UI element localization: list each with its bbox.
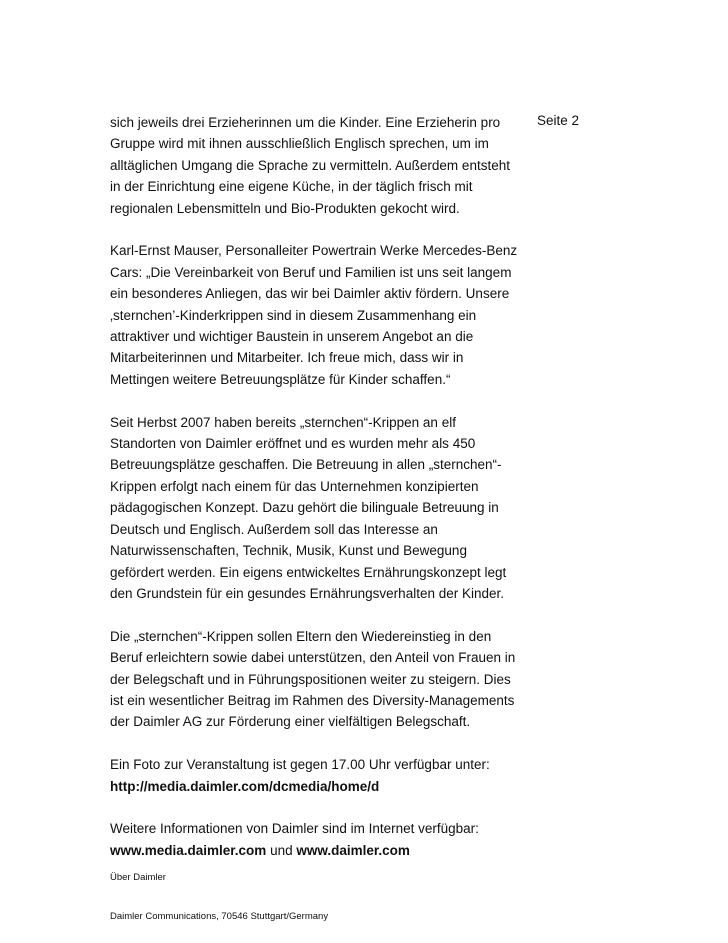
text-line: pädagogischen Konzept. Dazu gehört die bilinguale Betreuung in <box>110 500 499 516</box>
link-connector: und <box>266 842 297 858</box>
text-line: ‚sternchen’-Kinderkrippen sind in diesem Zusammenhang ein <box>110 307 477 323</box>
body-paragraph <box>110 412 515 605</box>
more-info-paragraph <box>110 818 515 861</box>
footer-address: Daimler Communications, 70546 Stuttgart/Germany <box>110 911 329 922</box>
text-line: Karl-Ernst Mauser, Personalleiter Powertrain Werke Mercedes-Benz <box>110 243 518 259</box>
photo-paragraph <box>110 754 515 797</box>
text-line: sich jeweils drei Erzieherinnen um die Kinder. Eine Erzieherin pro <box>110 115 501 130</box>
text-line: Die „sternchen“-Krippen sollen Eltern den Wiedereinstieg in den <box>110 628 492 644</box>
daimler-link[interactable]: www.daimler.com <box>296 842 410 858</box>
text-line: den Grundstein für ein gesundes Ernährungsverhalten der Kinder. <box>110 585 505 601</box>
photo-text: Ein Foto zur Veranstaltung ist gegen 17.00 Uhr verfügbar unter: <box>110 757 490 773</box>
text-line: attraktiver und wichtiger Baustein in unserem Angebot an die <box>110 329 474 345</box>
text-line: Standorten von Daimler eröffnet und es wurden mehr als 450 <box>110 436 476 452</box>
text-line: regionalen Lebensmitteln und Bio-Produkten gekocht wird. <box>110 200 460 216</box>
photo-link[interactable]: http://media.daimler.com/dcmedia/home/d <box>110 778 380 794</box>
text-line: alltäglichen Umgang die Sprache zu vermitteln. Außerdem entsteht <box>110 157 510 173</box>
body-paragraph <box>110 240 518 390</box>
text-line: Mitarbeiterinnen und Mitarbeiter. Ich freue mich, dass wir in <box>110 350 464 366</box>
text-line: der Belegschaft und in Führungspositionen weiter zu steigern. Dies <box>110 671 511 687</box>
media-link[interactable]: www.media.daimler.com <box>110 842 267 858</box>
text-line: Naturwissenschaften, Technik, Musik, Kunst und Bewegung <box>110 543 467 559</box>
body-paragraph <box>110 112 515 219</box>
more-info-text: Weitere Informationen von Daimler sind im Internet verfügbar: <box>110 821 479 837</box>
text-line: Cars: „Die Vereinbarkeit von Beruf und Familien ist uns seit langem <box>110 264 512 280</box>
text-line: gefördert werden. Ein eigens entwickeltes Ernährungskonzept legt <box>110 564 507 580</box>
text-line: der Daimler AG zur Förderung einer vielfältigen Belegschaft. <box>110 714 471 730</box>
text-line: in der Einrichtung eine eigene Küche, in der täglich frisch mit <box>110 179 473 195</box>
paragraph-container <box>110 112 518 733</box>
body-paragraph <box>110 626 515 733</box>
text-line: Betreuungsplätze geschaffen. Die Betreuung in allen „sternchen“- <box>110 457 502 473</box>
page-number: Seite 2 <box>537 113 580 128</box>
text-line: Deutsch und Englisch. Außerdem soll das Interesse an <box>110 521 438 537</box>
about-daimler-heading: Über Daimler <box>110 872 166 883</box>
text-line: Seit Herbst 2007 haben bereits „sternchen“-Krippen an elf <box>110 414 456 430</box>
text-line: Mettingen weitere Betreuungsplätze für Kinder schaffen.“ <box>110 371 451 387</box>
text-line: ein besonderes Anliegen, das wir bei Daimler aktiv fördern. Unsere <box>110 286 510 302</box>
text-line: Gruppe wird mit ihnen ausschließlich Englisch sprechen, um im <box>110 136 489 152</box>
text-line: ist ein wesentlicher Beitrag im Rahmen des Diversity-Managements <box>110 692 515 708</box>
text-line: Beruf erleichtern sowie dabei unterstützen, den Anteil von Frauen in <box>110 650 516 666</box>
document-body <box>110 112 518 883</box>
text-line: Krippen erfolgt nach einem für das Unternehmen konzipierten <box>110 478 479 494</box>
